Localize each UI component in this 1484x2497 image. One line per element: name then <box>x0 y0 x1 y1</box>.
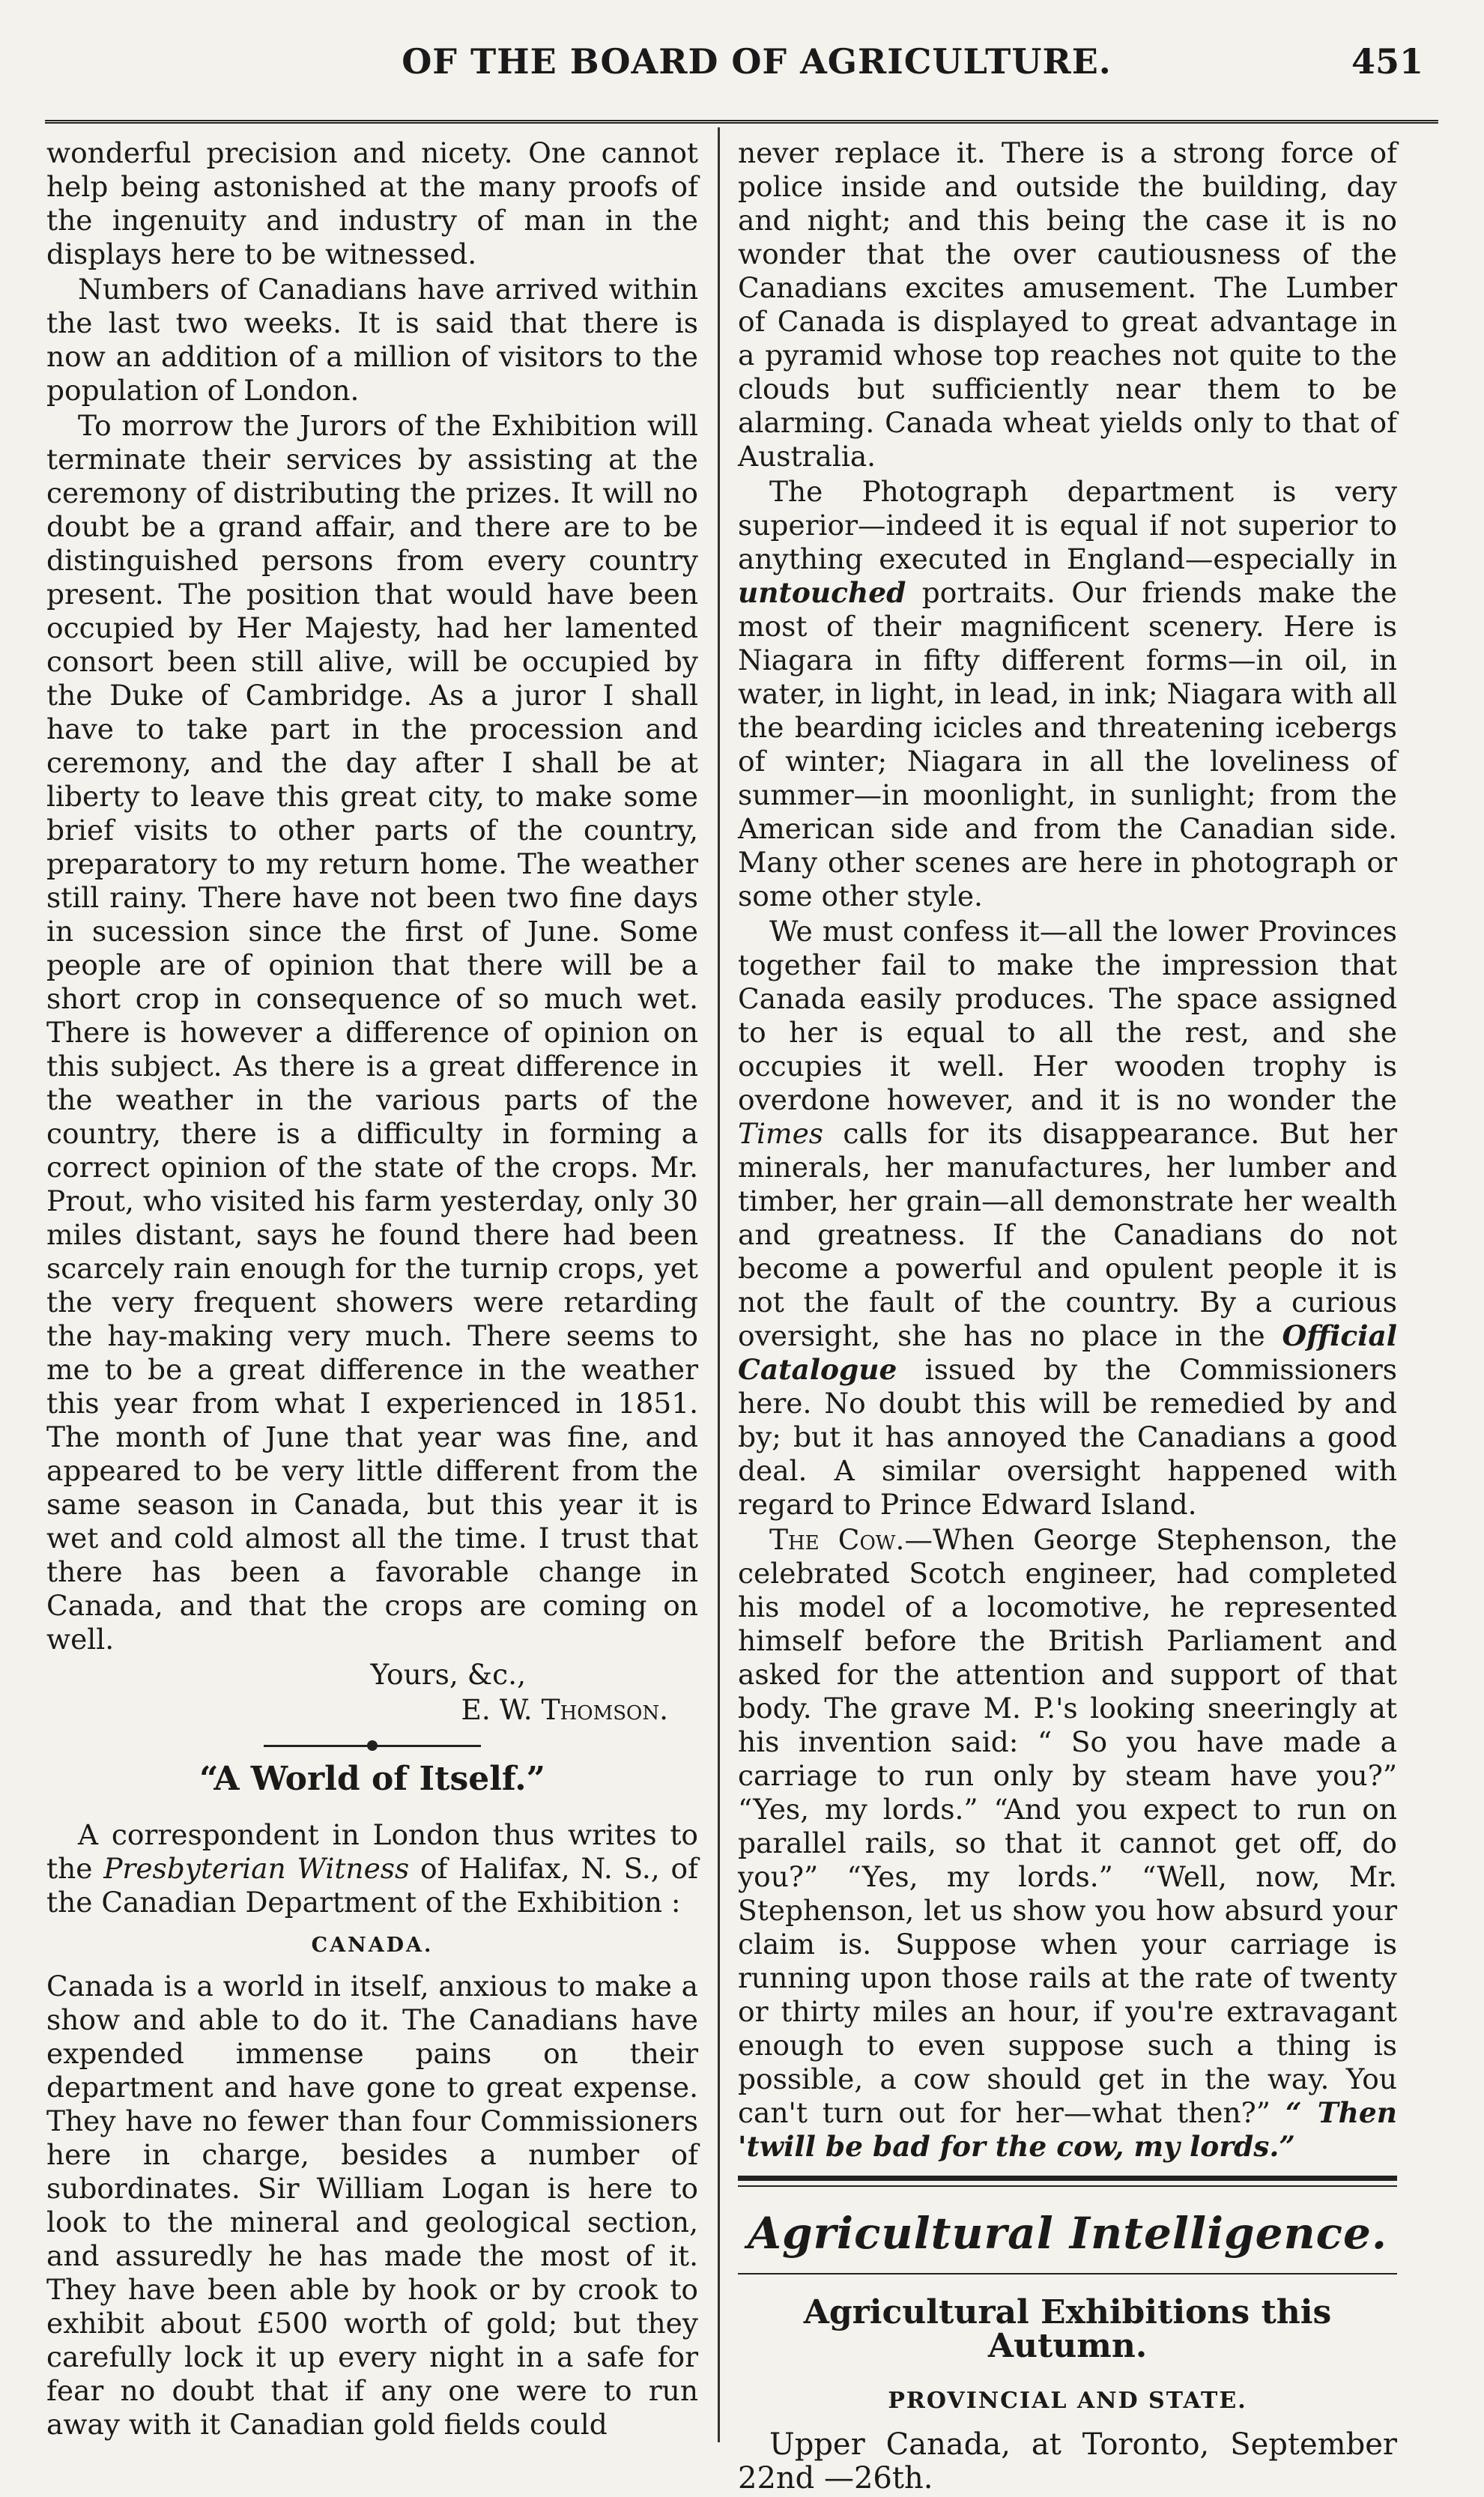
running-title: OF THE BOARD OF AGRICULTURE. <box>402 41 1112 82</box>
listing: Upper Canada, at Toronto, September 22nd —26th. <box>738 2427 1397 2496</box>
paragraph: To morrow the Jurors of the Exhibition will terminate their services by assisting at the ceremony of distributing the prizes. It will no doubt be a grand affair, and there are to be distinguished persons from every country present. The position that would have been occupied by Her Majesty, had her lamented consort been still alive, will be occupied by the Duke of Cambridge. As a juror I shall have to take part in the procession and ceremony, and the day after I shall be at liberty to leave this great city, to make some brief visits to other parts of the country, preparatory to my return home. The weather still rainy. There have not been two fine days in sucession since the first of June. Some people are of opinion that there will be a short crop in consequence of so much wet. There is however a difference of opinion on this subject. As there is a great difference in the weather in the various parts of the country, there is a difficulty in forming a correct opinion of the state of the crops. Mr. Prout, who visited his farm yesterday, only 30 miles distant, says he found there had been scarcely rain enough for the turnip crops, yet the very frequent showers were retarding the hay-making very much. There seems to me to be a great difference in the weather this year from what I experienced in 1851. The month of June that year was fine, and appeared to be very little different from the same season in Canada, but this year it is wet and cold almost all the time. I trust that there has been a favorable change in Canada, and that the crops are coming on well. <box>46 409 698 1656</box>
paragraph-text: —When George Stephenson, the celebrated Scotch engineer, had completed his model of a locomotive, he represented himself before the British Parliament and asked for the attention and support of that body. The grave M. P.'s looking sneeringly at his invention said: “ So you have made a carriage to run only by steam have you?” “Yes, my lords.” “And you expect to run on parallel rails, so that it cannot get off, do you?” “Yes, my lords.” “Well, now, Mr. Stephenson, let us show you how absurd your claim is. Suppose when your carriage is running upon those rails at the rate of twenty or thirty miles an hour, if you're extravagant enough to even suppose such a thing is possible, a cow should get in the way. You can't turn out for her—what then?” <box>738 1523 1397 2129</box>
subsection-heading: Agricultural Exhibitions this Autumn. <box>803 2293 1332 2365</box>
article-title: “A World of Itself.” <box>199 1760 545 1798</box>
section-rule <box>738 2273 1397 2274</box>
section-separator <box>264 1745 481 1747</box>
paragraph <box>46 1818 698 1919</box>
intro-text: of Halifax, N. S., of the Canadian Department of the Exhibition : <box>46 1852 698 1919</box>
paragraph-text: issued by the Commissioners here. No doubt this will be remedied by and by; but it has annoyed the Canadians a good deal. A similar oversight happened with regard to Prince Edward Island. <box>738 1353 1397 1521</box>
header-rule <box>45 120 1438 124</box>
page-number: 451 <box>1351 41 1423 82</box>
paragraph: wonderful precision and nicety. One cannot help being astonished at the many proofs of the ingenuity and industry of man in the displays here to be witnessed. <box>46 136 698 270</box>
paragraph <box>738 915 1397 1522</box>
left-column <box>46 136 698 2443</box>
emphasis: “ Then 'twill be bad for the cow, my lords.” <box>738 2096 1397 2163</box>
paragraph: Canada is a world in itself, anxious to make a show and able to do it. The Canadians have expended immense pains on their department and have gone to great expense. They have no fewer than four Commissioners here in charge, besides a number of subordinates. Sir William Logan is here to look to the mineral and geological section, and assuredly he has made the most of it. They have been able by hook or by crook to exhibit about £500 worth of gold; but they carefully lock it up every night in a safe for fear no doubt that if any one were to run away with it Canadian gold fields could <box>46 1970 698 2441</box>
running-header <box>45 41 1468 94</box>
intro-periodical: Presbyterian Witness <box>103 1852 410 1885</box>
separator-dot <box>367 1740 378 1751</box>
closing: Yours, &c., <box>370 1658 526 1691</box>
intro-text: A correspondent in London thus writes to the <box>46 1818 698 1885</box>
paragraph <box>738 475 1397 913</box>
emphasis: Official Catalogue <box>738 1319 1397 1386</box>
paragraph-text: The Photograph department is very superior—indeed it is equal if not superior to anything executed in England—especially in <box>738 475 1397 575</box>
section-heading: Agricultural Intelligence. <box>747 2208 1388 2259</box>
paragraph-text: calls for its disappearance. But her minerals, her manufactures, her lumber and timber, her grain—all demonstrate her wealth and greatness. If the Canadians do not become a powerful and opulent people it is not the fault of the country. By a curious oversight, she has no place in the <box>738 1117 1397 1352</box>
emphasis: Times <box>738 1117 824 1150</box>
section-rule <box>738 2176 1397 2181</box>
paragraph-text: We must confess it—all the lower Provinces together fail to make the impression that Canada easily produces. The space assigned to her is equal to all the rest, and she occupies it well. Her wooden trophy is overdone however, and it is no wonder the <box>738 915 1397 1116</box>
section-rule <box>738 2185 1397 2187</box>
emphasis: untouched <box>738 576 906 609</box>
run-in-heading: The Cow. <box>769 1523 905 1556</box>
right-column <box>738 136 1397 2497</box>
paragraph: never replace it. There is a strong force of police inside and outside the building, day and night; and this being the case it is no wonder that the over cautiousness of the Canadians excites amusement. The Lumber of Canada is displayed to great advantage in a pyramid whose top reaches not quite to the clouds but sufficiently near them to be alarming. Canada wheat yields only to that of Australia. <box>738 136 1397 473</box>
subheading: CANADA. <box>311 1934 434 1957</box>
paragraph: Numbers of Canadians have arrived within the last two weeks. It is said that there is now an addition of a million of visitors to the population of London. <box>46 273 698 407</box>
paragraph <box>738 1523 1397 2164</box>
signature: E. W. Thomson. <box>461 1693 668 1726</box>
subheading: PROVINCIAL AND STATE. <box>888 2388 1247 2414</box>
paragraph-text: portraits. Our friends make the most of their magnificent scenery. Here is Niagara in fifty different forms—in oil, in water, in light, in lead, in ink; Niagara with all the bearding icicles and threatening icebergs of winter; Niagara in all the loveliness of summer—in moonlight, in sunlight; from the American side and from the Canadian side. Many other scenes are here in photograph or some other style. <box>738 576 1397 912</box>
column-divider <box>718 127 720 2442</box>
